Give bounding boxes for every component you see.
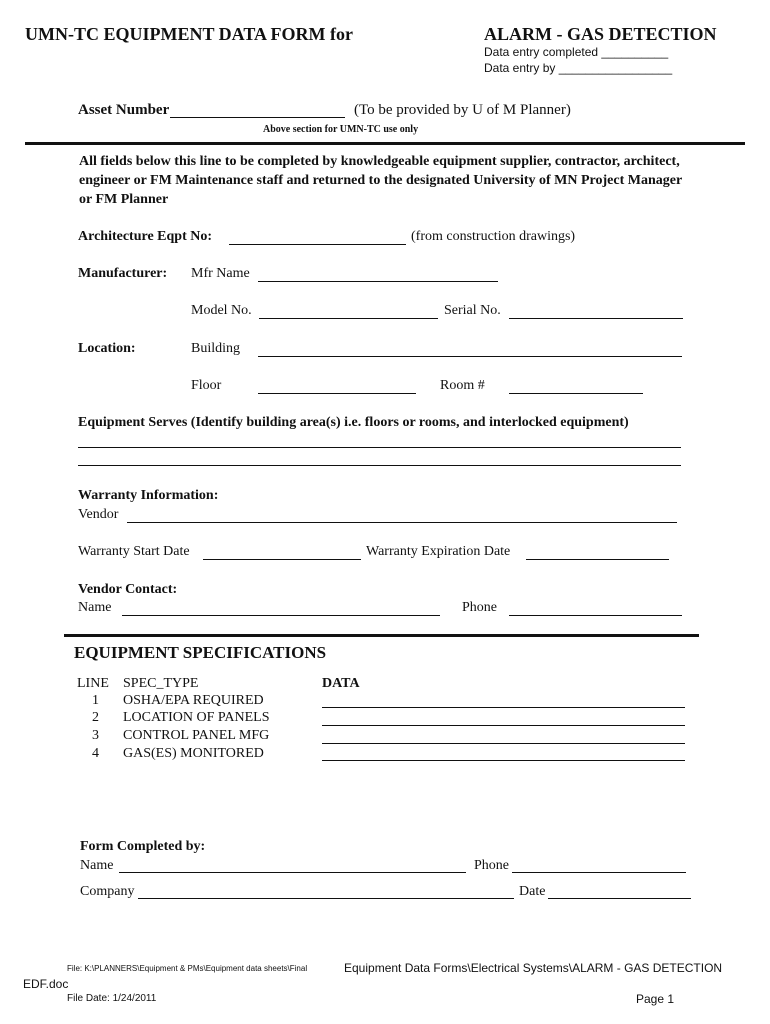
footer-page-number: Page 1: [636, 992, 675, 1006]
asset-number-label: Asset Number: [78, 102, 170, 118]
floor-field[interactable]: [258, 393, 416, 394]
room-label: Room #: [440, 378, 485, 393]
completed-company-field[interactable]: [138, 898, 514, 899]
spec-data-field[interactable]: [322, 760, 685, 761]
vendor-contact-phone-field[interactable]: [509, 615, 682, 616]
location-label: Location:: [78, 341, 136, 356]
warranty-start-label: Warranty Start Date: [78, 544, 190, 559]
arch-eqpt-field[interactable]: [229, 244, 406, 245]
specs-divider: [64, 634, 699, 637]
equipment-serves-line-1[interactable]: [78, 447, 681, 448]
completed-phone-label: Phone: [474, 858, 509, 873]
warranty-expiration-field[interactable]: [526, 559, 669, 560]
spec-data-field[interactable]: [322, 743, 685, 744]
serial-no-field[interactable]: [509, 318, 683, 319]
spec-data-field[interactable]: [322, 707, 685, 708]
specs-col-type: SPEC_TYPE: [123, 676, 199, 691]
spec-line-number: 1: [92, 693, 99, 708]
equipment-category: ALARM - GAS DETECTION: [484, 24, 717, 44]
vendor-contact-phone-label: Phone: [462, 600, 497, 615]
serial-no-label: Serial No.: [444, 303, 501, 318]
instructions-line-3: or FM Planner: [79, 192, 169, 207]
completed-name-field[interactable]: [119, 872, 466, 873]
vendor-contact-heading: Vendor Contact:: [78, 582, 178, 597]
model-no-field[interactable]: [259, 318, 438, 319]
building-label: Building: [191, 341, 241, 356]
spec-line-number: 2: [92, 710, 99, 725]
manufacturer-label: Manufacturer:: [78, 266, 168, 281]
completed-company-label: Company: [80, 884, 135, 899]
instructions-line-2: engineer or FM Maintenance staff and returned to the designated University of MN Project Manager: [79, 173, 683, 188]
footer-file-name: EDF.doc: [23, 977, 69, 991]
warranty-start-field[interactable]: [203, 559, 361, 560]
mfr-name-label: Mfr Name: [191, 266, 250, 281]
form-completed-heading: Form Completed by:: [80, 839, 206, 854]
warranty-heading: Warranty Information:: [78, 488, 219, 503]
asset-number-field[interactable]: [170, 117, 345, 118]
instructions-line-1: All fields below this line to be completed by knowledgeable equipment supplier, contractor, architect,: [79, 154, 680, 169]
spec-type: CONTROL PANEL MFG: [123, 728, 270, 743]
arch-eqpt-note: (from construction drawings): [411, 229, 576, 244]
asset-number-note: (To be provided by U of M Planner): [354, 102, 571, 118]
footer-file-path-rest: Equipment Data Forms\Electrical Systems\ALARM - GAS DETECTION: [344, 961, 723, 975]
section-divider: [25, 142, 745, 145]
spec-type: OSHA/EPA REQUIRED: [123, 693, 264, 708]
room-field[interactable]: [509, 393, 643, 394]
specs-col-data: DATA: [322, 676, 360, 691]
data-entry-completed: Data entry completed __________: [484, 45, 669, 59]
completed-date-field[interactable]: [548, 898, 691, 899]
vendor-field[interactable]: [127, 522, 677, 523]
completed-phone-field[interactable]: [512, 872, 686, 873]
completed-date-label: Date: [519, 884, 546, 899]
model-no-label: Model No.: [191, 303, 252, 318]
spec-line-number: 4: [92, 746, 99, 761]
spec-data-field[interactable]: [322, 725, 685, 726]
spec-type: LOCATION OF PANELS: [123, 710, 270, 725]
spec-line-number: 3: [92, 728, 99, 743]
building-field[interactable]: [258, 356, 682, 357]
arch-eqpt-label: Architecture Eqpt No:: [78, 229, 213, 244]
spec-type: GAS(ES) MONITORED: [123, 746, 264, 761]
umn-use-only-note: Above section for UMN-TC use only: [263, 124, 419, 135]
equipment-serves-line-2[interactable]: [78, 465, 681, 466]
equipment-serves-label: Equipment Serves (Identify building area(s) i.e. floors or rooms, and interlocked equipment): [78, 415, 629, 430]
data-entry-by: Data entry by _________________: [484, 61, 673, 75]
specs-col-line: LINE: [77, 676, 109, 691]
vendor-label: Vendor: [78, 507, 119, 522]
mfr-name-field[interactable]: [258, 281, 498, 282]
specs-heading: EQUIPMENT SPECIFICATIONS: [74, 643, 327, 662]
vendor-contact-name-label: Name: [78, 600, 112, 615]
footer-file-path-prefix: File: K:\PLANNERS\Equipment & PMs\Equipment data sheets\Final: [67, 964, 308, 973]
vendor-contact-name-field[interactable]: [122, 615, 440, 616]
floor-label: Floor: [191, 378, 222, 393]
completed-name-label: Name: [80, 858, 114, 873]
footer-file-date: File Date: 1/24/2011: [67, 993, 157, 1004]
form-title: UMN-TC EQUIPMENT DATA FORM for: [25, 24, 353, 44]
warranty-expiration-label: Warranty Expiration Date: [366, 544, 511, 559]
